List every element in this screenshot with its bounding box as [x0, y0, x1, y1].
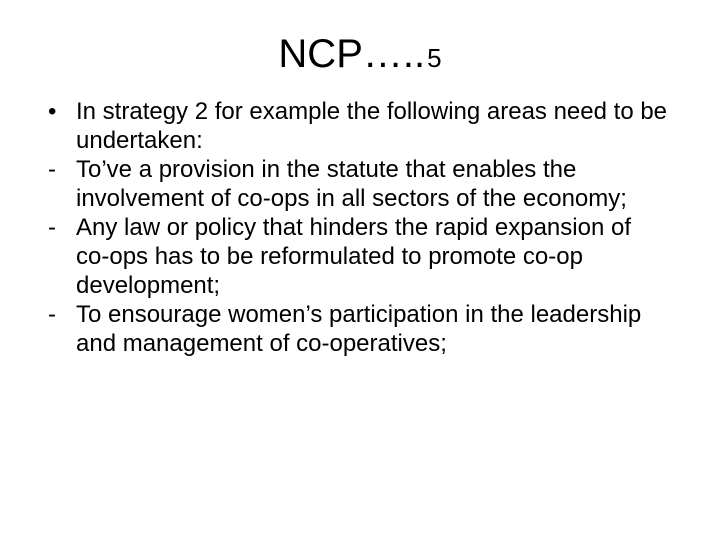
dash-marker: - — [48, 156, 56, 183]
dash-marker: - — [48, 214, 56, 241]
bullet-marker: • — [48, 98, 57, 125]
dash-item — [48, 300, 668, 358]
dash-text: Any law or policy that hinders the rapid expansion of co-ops has to be reformulated to promote co-op development; — [76, 214, 631, 299]
dash-text: To’ve a provision in the statute that enables the involvement of co-ops in all sectors of the economy; — [76, 156, 627, 212]
slide-title-number: 5 — [427, 43, 442, 73]
dash-item — [48, 213, 668, 300]
slide-body — [48, 97, 668, 358]
dash-item — [48, 155, 668, 213]
bullet-text: In strategy 2 for example the following areas need to be undertaken: — [76, 98, 668, 154]
dash-marker: - — [48, 301, 56, 328]
slide-title — [0, 26, 720, 86]
bullet-item — [48, 97, 668, 155]
slide-title-text: NCP….. — [278, 32, 426, 76]
dash-text: To ensourage women’s participation in the leadership and management of co-operatives; — [76, 301, 642, 357]
